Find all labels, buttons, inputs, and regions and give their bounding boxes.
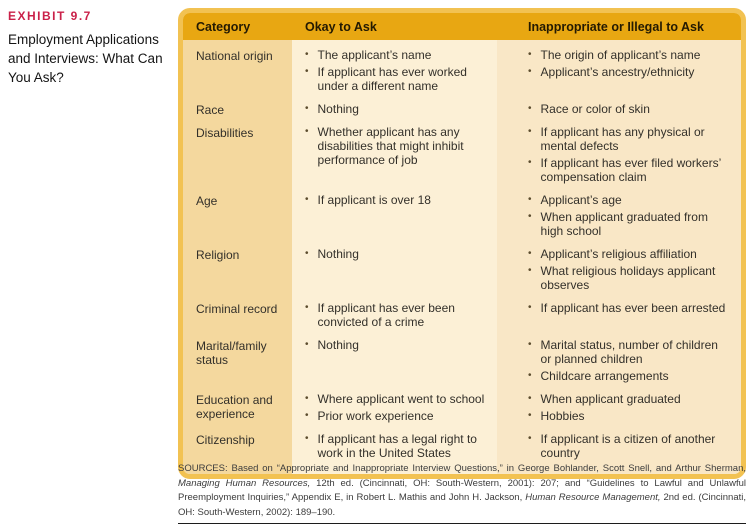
- bullet-icon: •: [528, 126, 532, 137]
- okay-item: [305, 338, 489, 352]
- category-cell: Age: [196, 194, 218, 208]
- inappropriate-item-text: Marital status, number of children or planned children: [540, 338, 718, 366]
- inappropriate-item: [528, 193, 731, 207]
- inappropriate-item-text: If applicant has ever filed workers’ compensation claim: [540, 156, 721, 184]
- okay-item: [305, 247, 489, 261]
- okay-item: [305, 102, 489, 116]
- inappropriate-item: [528, 156, 731, 184]
- bullet-icon: •: [528, 211, 532, 222]
- okay-item: [305, 392, 489, 406]
- okay-item-text: The applicant’s name: [317, 48, 432, 62]
- okay-list: [292, 102, 497, 119]
- inappropriate-item: [528, 392, 731, 406]
- table-row: [183, 99, 741, 122]
- table-row: [183, 244, 741, 298]
- exhibit-caption: [8, 9, 170, 87]
- inappropriate-item-text: What religious holidays applicant observes: [540, 264, 716, 292]
- table-row: [183, 45, 741, 99]
- bullet-icon: •: [305, 194, 309, 205]
- bullet-icon: •: [528, 433, 532, 444]
- table-header-row: [183, 13, 741, 40]
- inappropriate-list: [497, 125, 741, 187]
- exhibit-table: [178, 8, 746, 479]
- okay-item-text: If applicant has ever worked under a different name: [317, 65, 467, 93]
- table-body: [183, 40, 741, 474]
- category-cell: Criminal record: [196, 302, 278, 316]
- okay-list: [292, 247, 497, 295]
- inappropriate-item: [528, 301, 731, 315]
- okay-item: [305, 193, 489, 207]
- bullet-icon: •: [528, 248, 532, 259]
- inappropriate-item-text: Applicant’s age: [540, 193, 622, 207]
- bullet-icon: •: [305, 49, 309, 60]
- okay-list: [292, 392, 497, 426]
- okay-list: [292, 301, 497, 332]
- sources-footnote: [178, 462, 746, 524]
- inappropriate-item: [528, 369, 731, 383]
- inappropriate-item-text: When applicant graduated: [540, 392, 681, 406]
- okay-list: [292, 193, 497, 241]
- okay-list: [292, 432, 497, 463]
- bullet-icon: •: [305, 393, 309, 404]
- bullet-icon: •: [528, 66, 532, 77]
- bullet-icon: •: [528, 103, 532, 114]
- okay-list: [292, 125, 497, 187]
- okay-item: [305, 432, 489, 460]
- inappropriate-item: [528, 65, 731, 79]
- exhibit-title: Employment Applications and Interviews: What Can You Ask?: [8, 32, 163, 85]
- source-book-title: Human Resource Management,: [525, 492, 661, 503]
- bullet-icon: •: [305, 66, 309, 77]
- inappropriate-item-text: Race or color of skin: [540, 102, 650, 116]
- inappropriate-item-text: If applicant has ever been arrested: [540, 301, 726, 315]
- okay-item-text: Nothing: [317, 102, 359, 116]
- table-row: [183, 122, 741, 190]
- inappropriate-item-text: Childcare arrangements: [540, 369, 669, 383]
- inappropriate-item-text: Applicant’s ancestry/ethnicity: [540, 65, 695, 79]
- bullet-icon: •: [528, 194, 532, 205]
- inappropriate-item: [528, 338, 731, 366]
- bullet-icon: •: [528, 410, 532, 421]
- inappropriate-item: [528, 264, 731, 292]
- inappropriate-item: [528, 102, 731, 116]
- table-row: [183, 298, 741, 335]
- source-book-title: Managing Human Resources,: [178, 477, 311, 489]
- source-text: 2nd ed. (Cincinnati, OH: South-Western, 2002): 189–190.: [178, 492, 746, 518]
- category-cell: Education and experience: [196, 393, 273, 421]
- bullet-icon: •: [305, 248, 309, 259]
- okay-item: [305, 125, 489, 167]
- inappropriate-item-text: The origin of applicant’s name: [540, 48, 701, 62]
- inappropriate-item-text: If applicant is a citizen of another country: [540, 432, 716, 460]
- inappropriate-list: [497, 102, 741, 119]
- okay-item-text: Prior work experience: [317, 409, 434, 423]
- bullet-icon: •: [305, 302, 309, 313]
- okay-item: [305, 301, 489, 329]
- category-cell: Religion: [196, 248, 240, 262]
- bullet-icon: •: [528, 49, 532, 60]
- table-row: [183, 389, 741, 429]
- category-cell: Disabilities: [196, 126, 254, 140]
- category-cell: National origin: [196, 49, 273, 63]
- inappropriate-list: [497, 301, 741, 332]
- bullet-icon: •: [305, 339, 309, 350]
- bullet-icon: •: [528, 339, 532, 350]
- inappropriate-item: [528, 48, 731, 62]
- inappropriate-list: [497, 338, 741, 386]
- inappropriate-list: [497, 432, 741, 463]
- inappropriate-item: [528, 210, 731, 238]
- column-header-inappropriate: Inappropriate or Illegal to Ask: [528, 20, 704, 34]
- bullet-icon: •: [528, 265, 532, 276]
- source-text: SOURCES: Based on “Appropriate and Inappropriate Interview Questions,” in George Bohlander, Scott Snell, and Arthur Sherman,: [178, 463, 746, 474]
- table-row: [183, 335, 741, 389]
- okay-item-text: Where applicant went to school: [317, 392, 485, 406]
- okay-list: [292, 48, 497, 96]
- inappropriate-item: [528, 432, 731, 460]
- bullet-icon: •: [528, 393, 532, 404]
- table-row: [183, 190, 741, 244]
- inappropriate-item: [528, 125, 731, 153]
- okay-item-text: If applicant is over 18: [317, 193, 431, 207]
- okay-item-text: Nothing: [317, 338, 359, 352]
- okay-item-text: If applicant has a legal right to work in the United States: [317, 432, 477, 460]
- inappropriate-item-text: Applicant’s religious affiliation: [540, 247, 697, 261]
- inappropriate-list: [497, 193, 741, 241]
- category-cell: Citizenship: [196, 433, 255, 447]
- okay-item-text: Nothing: [317, 247, 359, 261]
- column-header-category: Category: [196, 20, 251, 34]
- inappropriate-list: [497, 392, 741, 426]
- bullet-icon: •: [305, 126, 309, 137]
- bullet-icon: •: [528, 157, 532, 168]
- category-cell: Race: [196, 103, 225, 117]
- source-text: 12th ed. (Cincinnati, OH: South-Western, 2001): 207; and “Guidelines to Lawful and Unlawful Preemployment Inquiries,” Appendix E, in Robert L. Mathis and John H. Jackson,: [178, 477, 746, 503]
- table-row: [183, 429, 741, 466]
- inappropriate-item-text: If applicant has any physical or mental defects: [540, 125, 705, 153]
- okay-item-text: Whether applicant has any disabilities that might inhibit performance of job: [317, 125, 464, 167]
- bullet-icon: •: [305, 410, 309, 421]
- inappropriate-item-text: Hobbies: [540, 409, 585, 423]
- bullet-icon: •: [528, 302, 532, 313]
- inappropriate-item: [528, 409, 731, 423]
- okay-item: [305, 65, 489, 93]
- inappropriate-item: [528, 247, 731, 261]
- inappropriate-list: [497, 48, 741, 96]
- okay-item: [305, 48, 489, 62]
- okay-item-text: If applicant has ever been convicted of a crime: [317, 301, 455, 329]
- category-cell: Marital/family status: [196, 339, 267, 367]
- bullet-icon: •: [528, 370, 532, 381]
- column-header-okay-to-ask: Okay to Ask: [305, 20, 377, 34]
- okay-item: [305, 409, 489, 423]
- inappropriate-list: [497, 247, 741, 295]
- bullet-icon: •: [305, 103, 309, 114]
- inappropriate-item-text: When applicant graduated from high school: [540, 210, 708, 238]
- okay-list: [292, 338, 497, 386]
- bullet-icon: •: [305, 433, 309, 444]
- exhibit-number-label: EXHIBIT 9.7: [8, 9, 92, 23]
